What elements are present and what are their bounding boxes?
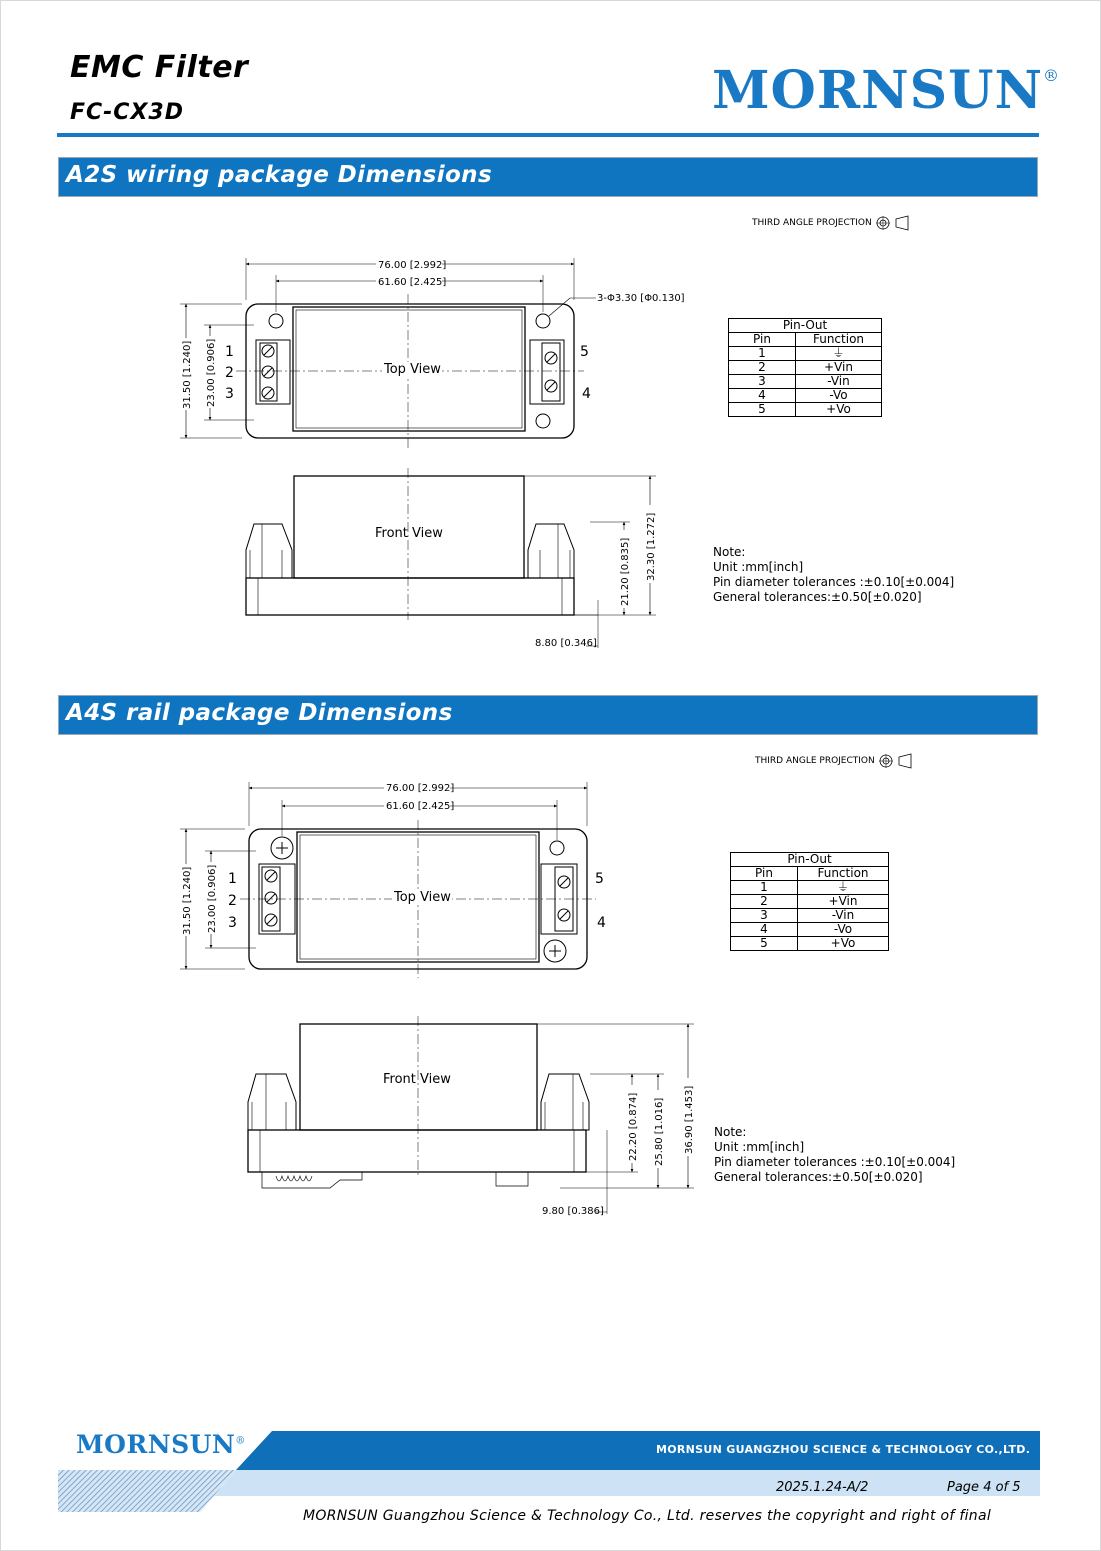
terminal-label-3: 3 [225,386,234,402]
terminal-label-5: 5 [580,344,589,360]
document-title: EMC Filter [70,50,249,85]
dim-overall-width: 31.50 [1.240] [182,340,193,409]
table-row: 1 ⏚ [731,881,889,895]
pinout-col-function: Function [796,333,882,347]
footer-brand-name: MORNSUN [76,1430,236,1459]
table-row: 5 +Vo [731,937,889,951]
note-pin-tolerance: Pin diameter tolerances :±0.10[±0.004] [713,575,955,589]
terminal-label-1: 1 [225,344,234,360]
section-heading-text: A2S wiring package Dimensions [66,162,493,188]
front-view-label: Front View [383,1072,451,1087]
footer-company-name: MORNSUN GUANGZHOU SCIENCE & TECHNOLOGY CO.,LTD. [656,1443,1031,1456]
table-row: 4 -Vo [731,923,889,937]
footer-brand-logo [76,1430,246,1459]
terminal-label-4: 4 [582,386,591,402]
pinout-col-pin: Pin [731,867,798,881]
terminal-label-5: 5 [595,871,604,887]
dim-overall-height: 32.30 [1.272] [646,512,657,581]
a2s-front-view [246,468,656,648]
table-row: 1 ⏚ [729,347,882,361]
top-view-label: Top View [384,362,441,377]
pinout-table-a2s [728,318,882,417]
pinout-table-a4s [730,852,889,951]
a2s-top-labels [179,258,685,410]
note-general-tolerance: General tolerances:±0.50[±0.020] [713,590,922,604]
pinout-caption: Pin-Out [729,319,882,333]
terminal-label-3: 3 [228,915,237,931]
terminal-label-2: 2 [225,365,234,381]
ground-icon: ⏚ [798,881,889,895]
footer-page-number: Page 4 of 5 [947,1480,1021,1495]
a4s-top-labels [179,782,606,936]
note-pin-tolerance: Pin diameter tolerances :±0.10[±0.004] [714,1155,956,1169]
table-row: 2 +Vin [731,895,889,909]
table-row: 4 -Vo [729,389,882,403]
dim-hole-pitch: 61.60 [2.425] [386,801,455,812]
dim-base-offset: 8.80 [0.346] [535,638,597,649]
dim-body-height: 22.20 [0.874] [628,1092,639,1161]
dim-hole-diameter: 3-Φ3.30 [Φ0.130] [597,293,685,304]
terminal-label-2: 2 [228,893,237,909]
pinout-caption: Pin-Out [731,853,889,867]
terminal-label-4: 4 [597,915,606,931]
dim-mid-height: 25.80 [1.016] [654,1097,665,1166]
top-view-label: Top View [394,890,451,905]
brand-name: MORNSUN [712,60,1044,121]
dim-terminal-width: 23.00 [0.906] [206,338,217,407]
dim-body-height: 21.20 [0.835] [620,537,631,606]
table-row: 5 +Vo [729,403,882,417]
note-general-tolerance: General tolerances:±0.50[±0.020] [714,1170,923,1184]
model-number: FC-CX3D [70,100,184,125]
note-unit: Unit :mm[inch] [713,560,804,574]
front-view-label: Front View [375,526,443,541]
a2s-front-labels [375,505,657,649]
footer-registered-mark: ® [235,1435,246,1447]
projection-label: THIRD ANGLE PROJECTION [755,756,875,766]
table-row: 3 -Vin [729,375,882,389]
pinout-col-function: Function [798,867,889,881]
ground-icon: ⏚ [796,347,882,361]
dim-base-offset: 9.80 [0.386] [542,1206,604,1217]
table-row: 3 -Vin [731,909,889,923]
note-block-a4s [714,1125,955,1185]
registered-mark: ® [1043,66,1061,85]
section-heading-text: A4S rail package Dimensions [66,700,453,726]
footer-revision: 2025.1.24-A/2 [776,1480,869,1495]
terminal-label-1: 1 [228,871,237,887]
note-title: Note: [714,1125,747,1139]
dim-overall-length: 76.00 [2.992] [378,260,447,271]
note-title: Note: [713,545,746,559]
note-unit: Unit :mm[inch] [714,1140,805,1154]
table-row: 2 +Vin [729,361,882,375]
pinout-col-pin: Pin [729,333,796,347]
dim-terminal-width: 23.00 [0.906] [207,864,218,933]
projection-label: THIRD ANGLE PROJECTION [752,218,872,228]
a4s-front-labels [383,1072,695,1217]
note-block-a2s [713,545,954,605]
dim-overall-width: 31.50 [1.240] [182,866,193,935]
dim-overall-length: 76.00 [2.992] [386,783,455,794]
dim-overall-height: 36.90 [1.453] [684,1085,695,1154]
footer-copyright: MORNSUN Guangzhou Science & Technology Co., Ltd. reserves the copyright and right of final [303,1508,992,1524]
dim-hole-pitch: 61.60 [2.425] [378,277,447,288]
